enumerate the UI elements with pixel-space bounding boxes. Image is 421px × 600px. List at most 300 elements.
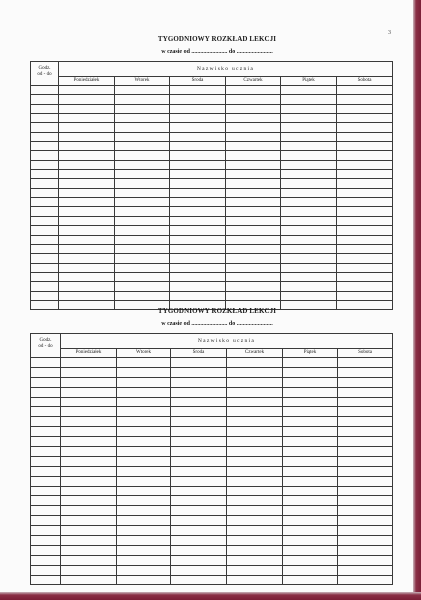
lesson-cell[interactable] (117, 536, 171, 546)
lesson-cell[interactable] (226, 263, 281, 272)
lesson-cell[interactable] (170, 132, 226, 141)
hours-cell[interactable] (31, 263, 59, 272)
lesson-cell[interactable] (281, 198, 337, 207)
hours-cell[interactable] (31, 132, 59, 141)
lesson-cell[interactable] (117, 466, 171, 476)
lesson-cell[interactable] (338, 427, 393, 437)
hours-cell[interactable] (31, 282, 59, 291)
lesson-cell[interactable] (171, 476, 227, 486)
lesson-cell[interactable] (283, 496, 338, 506)
lesson-cell[interactable] (61, 447, 117, 457)
lesson-cell[interactable] (337, 244, 393, 253)
lesson-cell[interactable] (283, 437, 338, 447)
lesson-cell[interactable] (170, 123, 226, 132)
lesson-cell[interactable] (226, 142, 281, 151)
lesson-cell[interactable] (338, 526, 393, 536)
lesson-cell[interactable] (61, 516, 117, 526)
lesson-cell[interactable] (170, 86, 226, 95)
lesson-cell[interactable] (283, 486, 338, 496)
lesson-cell[interactable] (338, 387, 393, 397)
lesson-cell[interactable] (61, 397, 117, 407)
lesson-cell[interactable] (171, 358, 227, 368)
hours-cell[interactable] (31, 437, 61, 447)
lesson-cell[interactable] (61, 526, 117, 536)
lesson-cell[interactable] (171, 545, 227, 555)
lesson-cell[interactable] (281, 132, 337, 141)
hours-cell[interactable] (31, 387, 61, 397)
lesson-cell[interactable] (170, 160, 226, 169)
lesson-cell[interactable] (227, 447, 283, 457)
lesson-cell[interactable] (226, 170, 281, 179)
lesson-cell[interactable] (227, 486, 283, 496)
hours-cell[interactable] (31, 565, 61, 575)
lesson-cell[interactable] (338, 555, 393, 565)
lesson-cell[interactable] (117, 506, 171, 516)
lesson-cell[interactable] (281, 104, 337, 113)
lesson-cell[interactable] (171, 516, 227, 526)
lesson-cell[interactable] (227, 516, 283, 526)
lesson-cell[interactable] (171, 407, 227, 417)
lesson-cell[interactable] (117, 447, 171, 457)
lesson-cell[interactable] (61, 575, 117, 585)
lesson-cell[interactable] (338, 545, 393, 555)
lesson-cell[interactable] (170, 263, 226, 272)
lesson-cell[interactable] (61, 545, 117, 555)
hours-cell[interactable] (31, 466, 61, 476)
lesson-cell[interactable] (171, 367, 227, 377)
lesson-cell[interactable] (117, 496, 171, 506)
lesson-cell[interactable] (283, 407, 338, 417)
hours-cell[interactable] (31, 291, 59, 300)
lesson-cell[interactable] (283, 427, 338, 437)
lesson-cell[interactable] (281, 263, 337, 272)
lesson-cell[interactable] (338, 536, 393, 546)
lesson-cell[interactable] (281, 272, 337, 281)
lesson-cell[interactable] (115, 263, 170, 272)
lesson-cell[interactable] (283, 516, 338, 526)
lesson-cell[interactable] (338, 476, 393, 486)
lesson-cell[interactable] (337, 207, 393, 216)
lesson-cell[interactable] (226, 123, 281, 132)
lesson-cell[interactable] (59, 188, 115, 197)
lesson-cell[interactable] (281, 179, 337, 188)
lesson-cell[interactable] (59, 170, 115, 179)
lesson-cell[interactable] (226, 151, 281, 160)
lesson-cell[interactable] (170, 254, 226, 263)
lesson-cell[interactable] (283, 456, 338, 466)
lesson-cell[interactable] (283, 367, 338, 377)
lesson-cell[interactable] (59, 123, 115, 132)
lesson-cell[interactable] (171, 417, 227, 427)
lesson-cell[interactable] (226, 188, 281, 197)
lesson-cell[interactable] (338, 516, 393, 526)
lesson-cell[interactable] (117, 575, 171, 585)
lesson-cell[interactable] (115, 151, 170, 160)
hours-cell[interactable] (31, 114, 59, 123)
lesson-cell[interactable] (227, 476, 283, 486)
lesson-cell[interactable] (171, 486, 227, 496)
lesson-cell[interactable] (115, 104, 170, 113)
lesson-cell[interactable] (115, 188, 170, 197)
lesson-cell[interactable] (338, 496, 393, 506)
lesson-cell[interactable] (171, 466, 227, 476)
hours-cell[interactable] (31, 447, 61, 457)
lesson-cell[interactable] (170, 272, 226, 281)
lesson-cell[interactable] (226, 95, 281, 104)
lesson-cell[interactable] (59, 95, 115, 104)
lesson-cell[interactable] (171, 377, 227, 387)
lesson-cell[interactable] (117, 358, 171, 368)
lesson-cell[interactable] (170, 170, 226, 179)
lesson-cell[interactable] (226, 254, 281, 263)
lesson-cell[interactable] (337, 198, 393, 207)
lesson-cell[interactable] (337, 160, 393, 169)
lesson-cell[interactable] (171, 506, 227, 516)
lesson-cell[interactable] (337, 86, 393, 95)
lesson-cell[interactable] (283, 476, 338, 486)
lesson-cell[interactable] (338, 575, 393, 585)
hours-cell[interactable] (31, 486, 61, 496)
lesson-cell[interactable] (283, 536, 338, 546)
lesson-cell[interactable] (61, 407, 117, 417)
lesson-cell[interactable] (115, 114, 170, 123)
lesson-cell[interactable] (281, 86, 337, 95)
lesson-cell[interactable] (227, 437, 283, 447)
lesson-cell[interactable] (117, 486, 171, 496)
lesson-cell[interactable] (227, 367, 283, 377)
lesson-cell[interactable] (338, 486, 393, 496)
lesson-cell[interactable] (226, 132, 281, 141)
lesson-cell[interactable] (337, 132, 393, 141)
lesson-cell[interactable] (61, 437, 117, 447)
lesson-cell[interactable] (59, 198, 115, 207)
lesson-cell[interactable] (281, 170, 337, 179)
lesson-cell[interactable] (227, 456, 283, 466)
lesson-cell[interactable] (115, 226, 170, 235)
lesson-cell[interactable] (170, 151, 226, 160)
lesson-cell[interactable] (337, 188, 393, 197)
hours-cell[interactable] (31, 160, 59, 169)
hours-cell[interactable] (31, 170, 59, 179)
hours-cell[interactable] (31, 427, 61, 437)
lesson-cell[interactable] (59, 291, 115, 300)
lesson-cell[interactable] (59, 114, 115, 123)
lesson-cell[interactable] (61, 377, 117, 387)
lesson-cell[interactable] (170, 216, 226, 225)
lesson-cell[interactable] (59, 216, 115, 225)
hours-cell[interactable] (31, 417, 61, 427)
lesson-cell[interactable] (281, 216, 337, 225)
lesson-cell[interactable] (226, 160, 281, 169)
lesson-cell[interactable] (171, 456, 227, 466)
hours-cell[interactable] (31, 207, 59, 216)
hours-cell[interactable] (31, 506, 61, 516)
lesson-cell[interactable] (117, 367, 171, 377)
lesson-cell[interactable] (59, 207, 115, 216)
lesson-cell[interactable] (115, 86, 170, 95)
lesson-cell[interactable] (337, 272, 393, 281)
lesson-cell[interactable] (338, 417, 393, 427)
lesson-cell[interactable] (338, 466, 393, 476)
lesson-cell[interactable] (59, 132, 115, 141)
lesson-cell[interactable] (283, 526, 338, 536)
lesson-cell[interactable] (226, 226, 281, 235)
lesson-cell[interactable] (170, 282, 226, 291)
lesson-cell[interactable] (226, 207, 281, 216)
lesson-cell[interactable] (115, 235, 170, 244)
lesson-cell[interactable] (117, 407, 171, 417)
lesson-cell[interactable] (227, 496, 283, 506)
lesson-cell[interactable] (115, 291, 170, 300)
lesson-cell[interactable] (226, 216, 281, 225)
hours-cell[interactable] (31, 226, 59, 235)
lesson-cell[interactable] (283, 575, 338, 585)
lesson-cell[interactable] (281, 254, 337, 263)
lesson-cell[interactable] (337, 179, 393, 188)
hours-cell[interactable] (31, 358, 61, 368)
lesson-cell[interactable] (226, 244, 281, 253)
lesson-cell[interactable] (59, 244, 115, 253)
lesson-cell[interactable] (170, 95, 226, 104)
lesson-cell[interactable] (337, 226, 393, 235)
hours-cell[interactable] (31, 142, 59, 151)
lesson-cell[interactable] (171, 565, 227, 575)
lesson-cell[interactable] (61, 466, 117, 476)
lesson-cell[interactable] (283, 555, 338, 565)
lesson-cell[interactable] (170, 188, 226, 197)
lesson-cell[interactable] (61, 506, 117, 516)
lesson-cell[interactable] (227, 387, 283, 397)
lesson-cell[interactable] (281, 235, 337, 244)
lesson-cell[interactable] (226, 104, 281, 113)
lesson-cell[interactable] (171, 437, 227, 447)
lesson-cell[interactable] (283, 466, 338, 476)
hours-cell[interactable] (31, 575, 61, 585)
lesson-cell[interactable] (226, 272, 281, 281)
lesson-cell[interactable] (117, 377, 171, 387)
lesson-cell[interactable] (115, 254, 170, 263)
lesson-cell[interactable] (170, 244, 226, 253)
lesson-cell[interactable] (338, 447, 393, 457)
lesson-cell[interactable] (59, 179, 115, 188)
lesson-cell[interactable] (283, 545, 338, 555)
lesson-cell[interactable] (337, 95, 393, 104)
lesson-cell[interactable] (283, 506, 338, 516)
lesson-cell[interactable] (227, 565, 283, 575)
lesson-cell[interactable] (115, 207, 170, 216)
lesson-cell[interactable] (338, 407, 393, 417)
lesson-cell[interactable] (59, 151, 115, 160)
lesson-cell[interactable] (115, 160, 170, 169)
lesson-cell[interactable] (170, 291, 226, 300)
lesson-cell[interactable] (115, 216, 170, 225)
lesson-cell[interactable] (59, 263, 115, 272)
lesson-cell[interactable] (171, 447, 227, 457)
hours-cell[interactable] (31, 86, 59, 95)
hours-cell[interactable] (31, 254, 59, 263)
lesson-cell[interactable] (59, 272, 115, 281)
lesson-cell[interactable] (226, 282, 281, 291)
lesson-cell[interactable] (337, 114, 393, 123)
lesson-cell[interactable] (59, 104, 115, 113)
lesson-cell[interactable] (170, 235, 226, 244)
lesson-cell[interactable] (338, 367, 393, 377)
lesson-cell[interactable] (117, 516, 171, 526)
hours-cell[interactable] (31, 216, 59, 225)
lesson-cell[interactable] (170, 179, 226, 188)
lesson-cell[interactable] (117, 397, 171, 407)
hours-cell[interactable] (31, 179, 59, 188)
lesson-cell[interactable] (281, 282, 337, 291)
lesson-cell[interactable] (117, 387, 171, 397)
lesson-cell[interactable] (170, 142, 226, 151)
hours-cell[interactable] (31, 188, 59, 197)
hours-cell[interactable] (31, 555, 61, 565)
lesson-cell[interactable] (281, 291, 337, 300)
lesson-cell[interactable] (337, 123, 393, 132)
lesson-cell[interactable] (170, 207, 226, 216)
hours-cell[interactable] (31, 244, 59, 253)
lesson-cell[interactable] (338, 397, 393, 407)
lesson-cell[interactable] (338, 437, 393, 447)
lesson-cell[interactable] (226, 198, 281, 207)
lesson-cell[interactable] (171, 427, 227, 437)
lesson-cell[interactable] (171, 526, 227, 536)
lesson-cell[interactable] (171, 555, 227, 565)
lesson-cell[interactable] (59, 160, 115, 169)
lesson-cell[interactable] (61, 367, 117, 377)
hours-cell[interactable] (31, 272, 59, 281)
lesson-cell[interactable] (115, 198, 170, 207)
lesson-cell[interactable] (337, 151, 393, 160)
lesson-cell[interactable] (61, 536, 117, 546)
lesson-cell[interactable] (61, 427, 117, 437)
hours-cell[interactable] (31, 545, 61, 555)
hours-cell[interactable] (31, 397, 61, 407)
lesson-cell[interactable] (61, 565, 117, 575)
lesson-cell[interactable] (170, 198, 226, 207)
lesson-cell[interactable] (227, 407, 283, 417)
lesson-cell[interactable] (59, 282, 115, 291)
lesson-cell[interactable] (226, 114, 281, 123)
lesson-cell[interactable] (59, 235, 115, 244)
lesson-cell[interactable] (170, 226, 226, 235)
hours-cell[interactable] (31, 104, 59, 113)
lesson-cell[interactable] (281, 160, 337, 169)
lesson-cell[interactable] (281, 188, 337, 197)
lesson-cell[interactable] (281, 244, 337, 253)
lesson-cell[interactable] (337, 254, 393, 263)
lesson-cell[interactable] (115, 123, 170, 132)
lesson-cell[interactable] (227, 526, 283, 536)
lesson-cell[interactable] (226, 291, 281, 300)
hours-cell[interactable] (31, 456, 61, 466)
lesson-cell[interactable] (59, 142, 115, 151)
lesson-cell[interactable] (337, 263, 393, 272)
hours-cell[interactable] (31, 526, 61, 536)
lesson-cell[interactable] (117, 555, 171, 565)
lesson-cell[interactable] (338, 456, 393, 466)
lesson-cell[interactable] (281, 207, 337, 216)
hours-cell[interactable] (31, 496, 61, 506)
lesson-cell[interactable] (61, 496, 117, 506)
lesson-cell[interactable] (227, 536, 283, 546)
lesson-cell[interactable] (117, 437, 171, 447)
hours-cell[interactable] (31, 151, 59, 160)
lesson-cell[interactable] (283, 377, 338, 387)
lesson-cell[interactable] (283, 417, 338, 427)
lesson-cell[interactable] (283, 387, 338, 397)
lesson-cell[interactable] (227, 358, 283, 368)
lesson-cell[interactable] (283, 397, 338, 407)
lesson-cell[interactable] (171, 536, 227, 546)
lesson-cell[interactable] (337, 104, 393, 113)
lesson-cell[interactable] (59, 86, 115, 95)
lesson-cell[interactable] (117, 526, 171, 536)
lesson-cell[interactable] (338, 358, 393, 368)
lesson-cell[interactable] (61, 387, 117, 397)
lesson-cell[interactable] (227, 377, 283, 387)
lesson-cell[interactable] (227, 417, 283, 427)
lesson-cell[interactable] (227, 506, 283, 516)
lesson-cell[interactable] (61, 456, 117, 466)
lesson-cell[interactable] (115, 272, 170, 281)
lesson-cell[interactable] (61, 476, 117, 486)
lesson-cell[interactable] (337, 170, 393, 179)
lesson-cell[interactable] (170, 104, 226, 113)
lesson-cell[interactable] (115, 95, 170, 104)
lesson-cell[interactable] (59, 254, 115, 263)
lesson-cell[interactable] (283, 358, 338, 368)
lesson-cell[interactable] (227, 427, 283, 437)
lesson-cell[interactable] (227, 545, 283, 555)
hours-cell[interactable] (31, 476, 61, 486)
lesson-cell[interactable] (171, 397, 227, 407)
lesson-cell[interactable] (61, 417, 117, 427)
lesson-cell[interactable] (281, 142, 337, 151)
lesson-cell[interactable] (115, 179, 170, 188)
lesson-cell[interactable] (226, 86, 281, 95)
lesson-cell[interactable] (117, 417, 171, 427)
lesson-cell[interactable] (337, 291, 393, 300)
lesson-cell[interactable] (115, 282, 170, 291)
lesson-cell[interactable] (337, 216, 393, 225)
lesson-cell[interactable] (337, 142, 393, 151)
lesson-cell[interactable] (281, 151, 337, 160)
lesson-cell[interactable] (226, 179, 281, 188)
lesson-cell[interactable] (227, 466, 283, 476)
lesson-cell[interactable] (338, 506, 393, 516)
hours-cell[interactable] (31, 123, 59, 132)
lesson-cell[interactable] (115, 170, 170, 179)
lesson-cell[interactable] (59, 226, 115, 235)
lesson-cell[interactable] (281, 114, 337, 123)
lesson-cell[interactable] (117, 545, 171, 555)
lesson-cell[interactable] (171, 387, 227, 397)
lesson-cell[interactable] (115, 132, 170, 141)
lesson-cell[interactable] (61, 486, 117, 496)
lesson-cell[interactable] (337, 235, 393, 244)
hours-cell[interactable] (31, 407, 61, 417)
lesson-cell[interactable] (283, 447, 338, 457)
lesson-cell[interactable] (227, 555, 283, 565)
lesson-cell[interactable] (117, 427, 171, 437)
lesson-cell[interactable] (337, 282, 393, 291)
lesson-cell[interactable] (283, 565, 338, 575)
lesson-cell[interactable] (281, 226, 337, 235)
lesson-cell[interactable] (338, 377, 393, 387)
hours-cell[interactable] (31, 95, 59, 104)
